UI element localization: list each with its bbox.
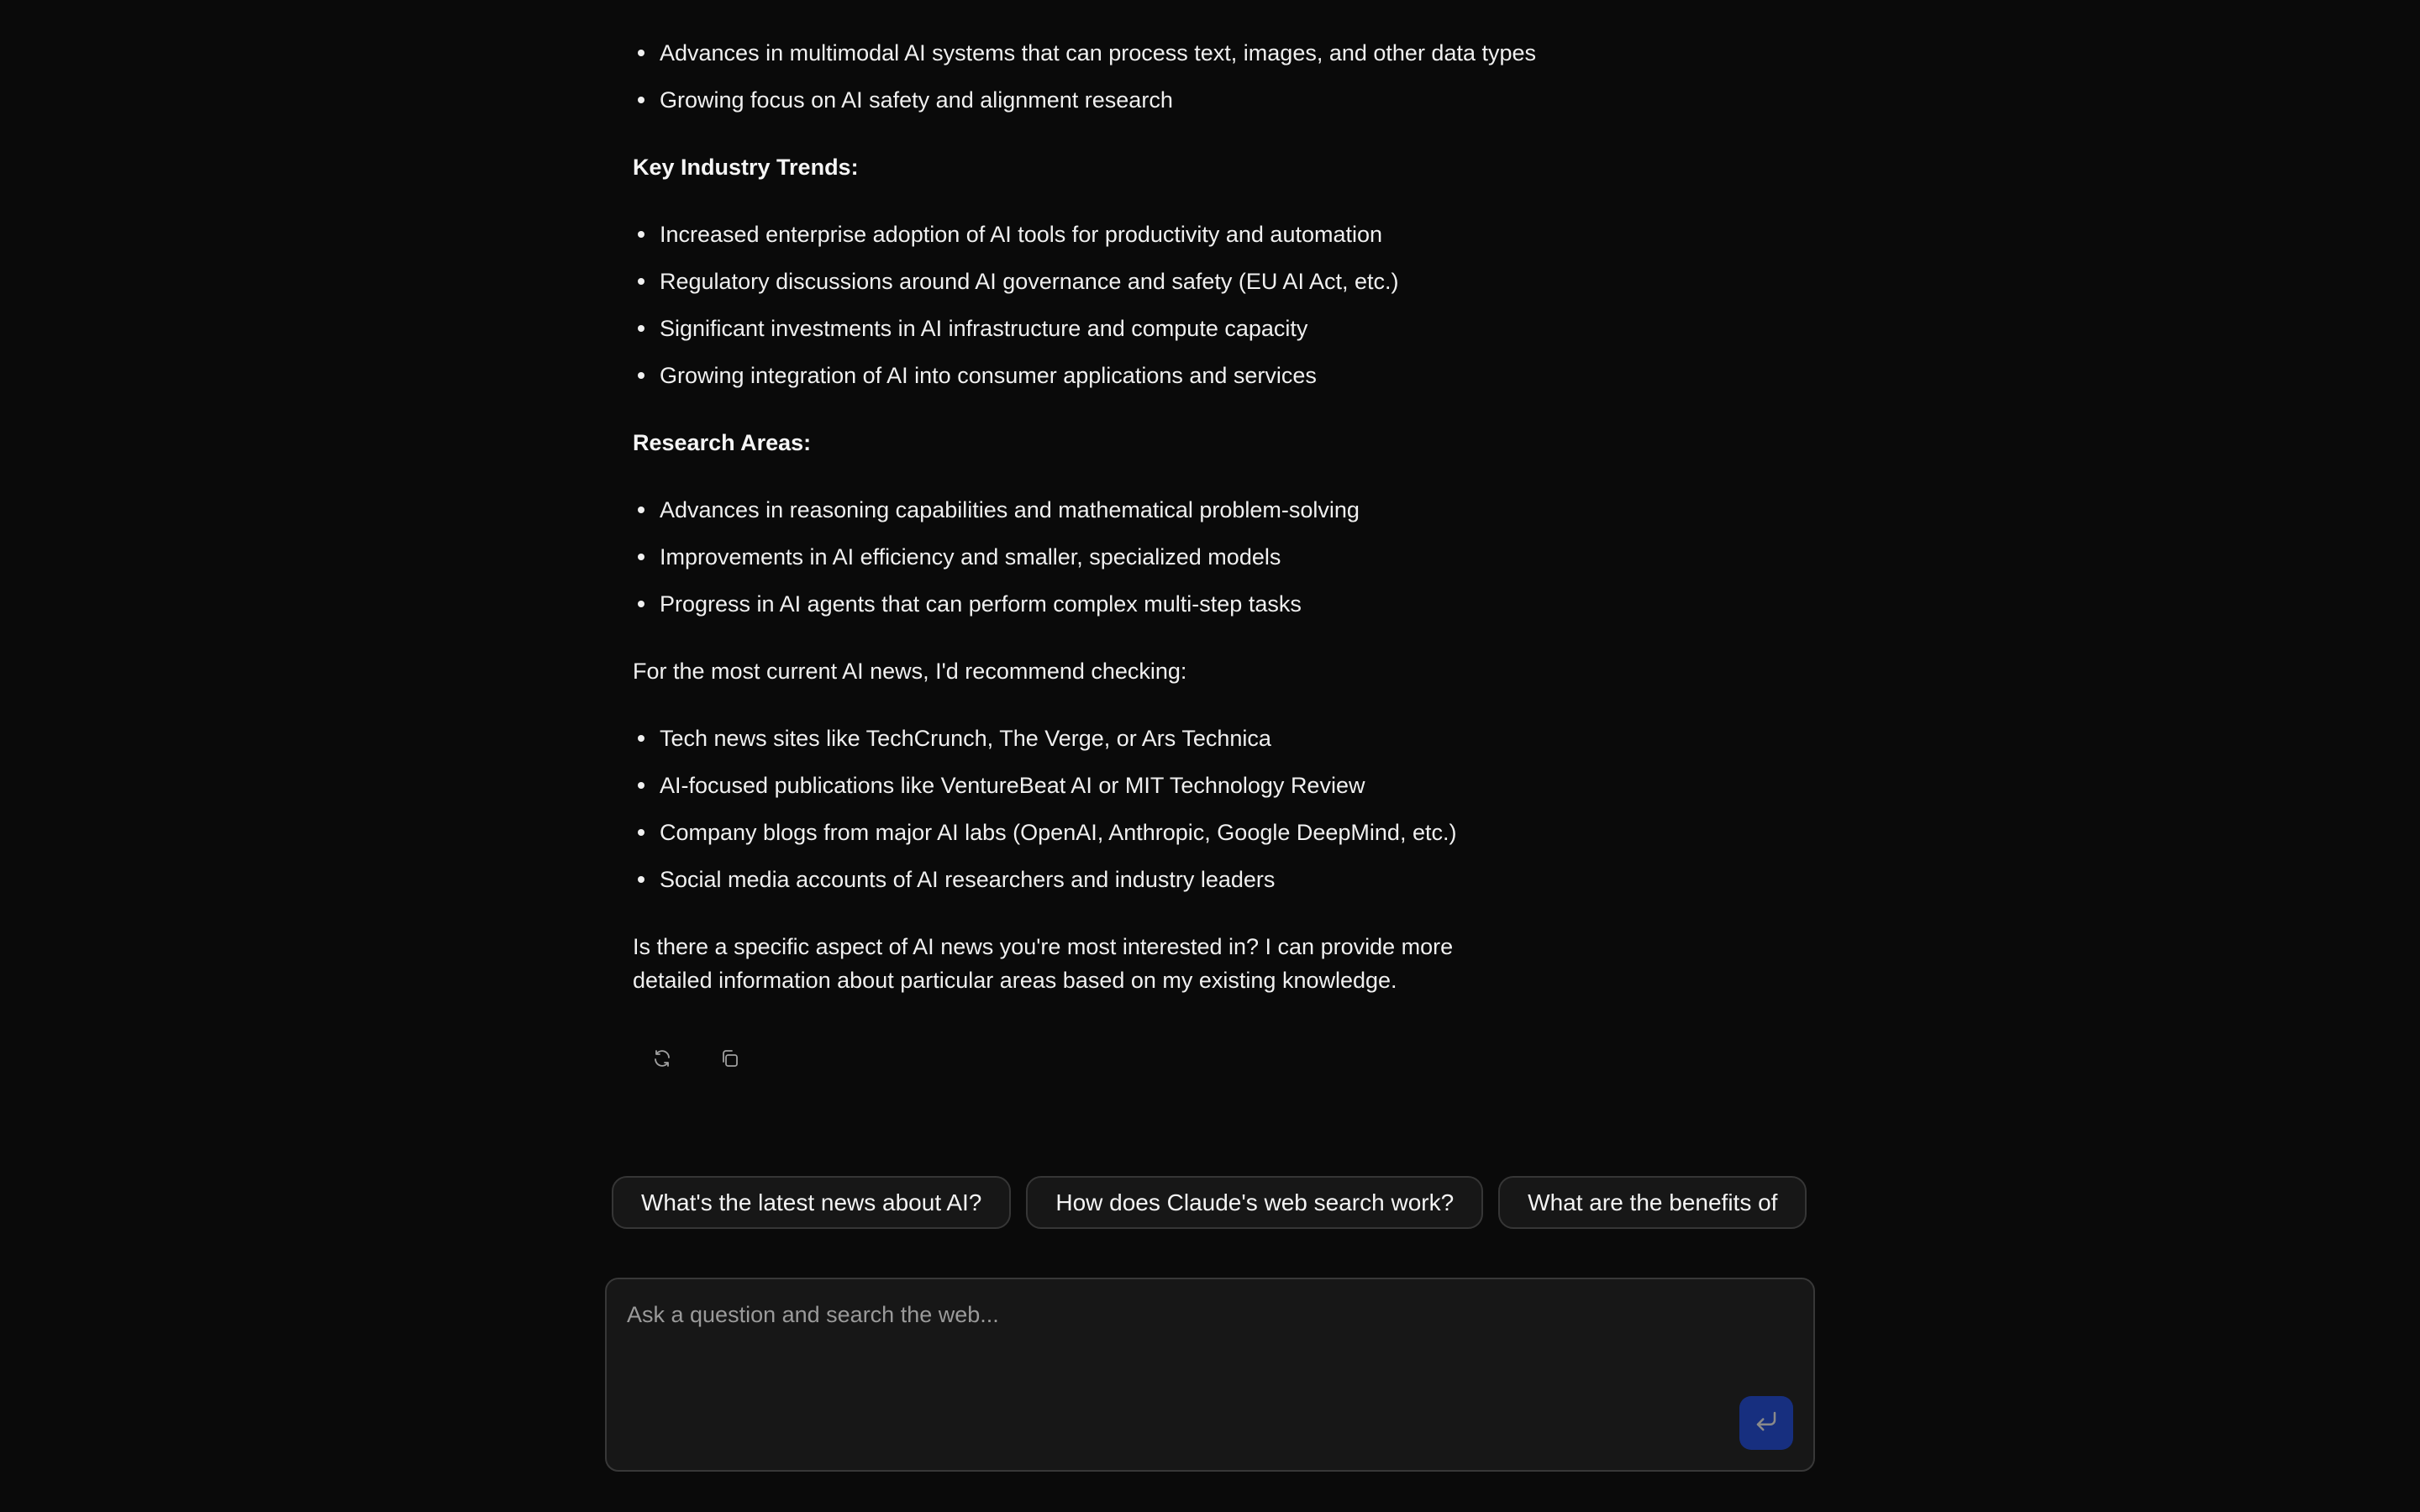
copy-button[interactable] [713,1043,746,1077]
list-item: Progress in AI agents that can perform complex multi-step tasks [633,587,1549,621]
list-item: Advances in multimodal AI systems that can process text, images, and other data types [633,36,1549,70]
research-areas-list [633,493,1549,621]
closing-paragraph: Is there a specific aspect of AI news you're most interested in? I can provide more detailed information about particular areas based on my existing knowledge. [633,934,1454,993]
list-item: Company blogs from major AI labs (OpenAI, Anthropic, Google DeepMind, etc.) [633,816,1549,849]
list-item: Tech news sites like TechCrunch, The Verge, or Ars Technica [633,722,1549,755]
list-item: Regulatory discussions around AI governance and safety (EU AI Act, etc.) [633,265,1549,298]
list-item: Growing integration of AI into consumer applications and services [633,359,1549,392]
list-item: AI-focused publications like VentureBeat AI or MIT Technology Review [633,769,1549,802]
recommend-intro: For the most current AI news, I'd recommend checking: [633,659,1187,684]
suggestion-chips[interactable] [605,1176,1815,1230]
copy-icon [719,1048,739,1073]
list-item: Growing focus on AI safety and alignment research [633,83,1549,117]
section-heading-industry-trends: Key Industry Trends: [633,155,859,180]
section-heading-research-areas: Research Areas: [633,430,812,455]
composer [605,1278,1815,1472]
suggestion-chip[interactable]: What are the benefits of [1498,1176,1807,1229]
recommend-list [633,722,1549,896]
suggestion-track [605,1176,1815,1229]
list-item: Advances in reasoning capabilities and mathematical problem-solving [633,493,1549,527]
list-item: Improvements in AI efficiency and smaller, specialized models [633,540,1549,574]
enter-icon [1754,1409,1779,1438]
retry-button[interactable] [645,1043,679,1077]
suggestion-chip[interactable]: How does Claude's web search work? [1026,1176,1483,1229]
industry-trends-list [633,218,1549,392]
send-button[interactable] [1739,1396,1793,1450]
assistant-message [633,36,1549,997]
list-item: Significant investments in AI infrastructure and compute capacity [633,312,1549,345]
message-actions [645,1043,746,1077]
suggestion-chip[interactable]: What's the latest news about AI? [612,1176,1011,1229]
list-item: Social media accounts of AI researchers and industry leaders [633,863,1549,896]
intro-list [633,36,1549,117]
list-item: Increased enterprise adoption of AI tools for productivity and automation [633,218,1549,251]
refresh-icon [652,1048,672,1073]
search-input[interactable] [627,1298,1719,1399]
